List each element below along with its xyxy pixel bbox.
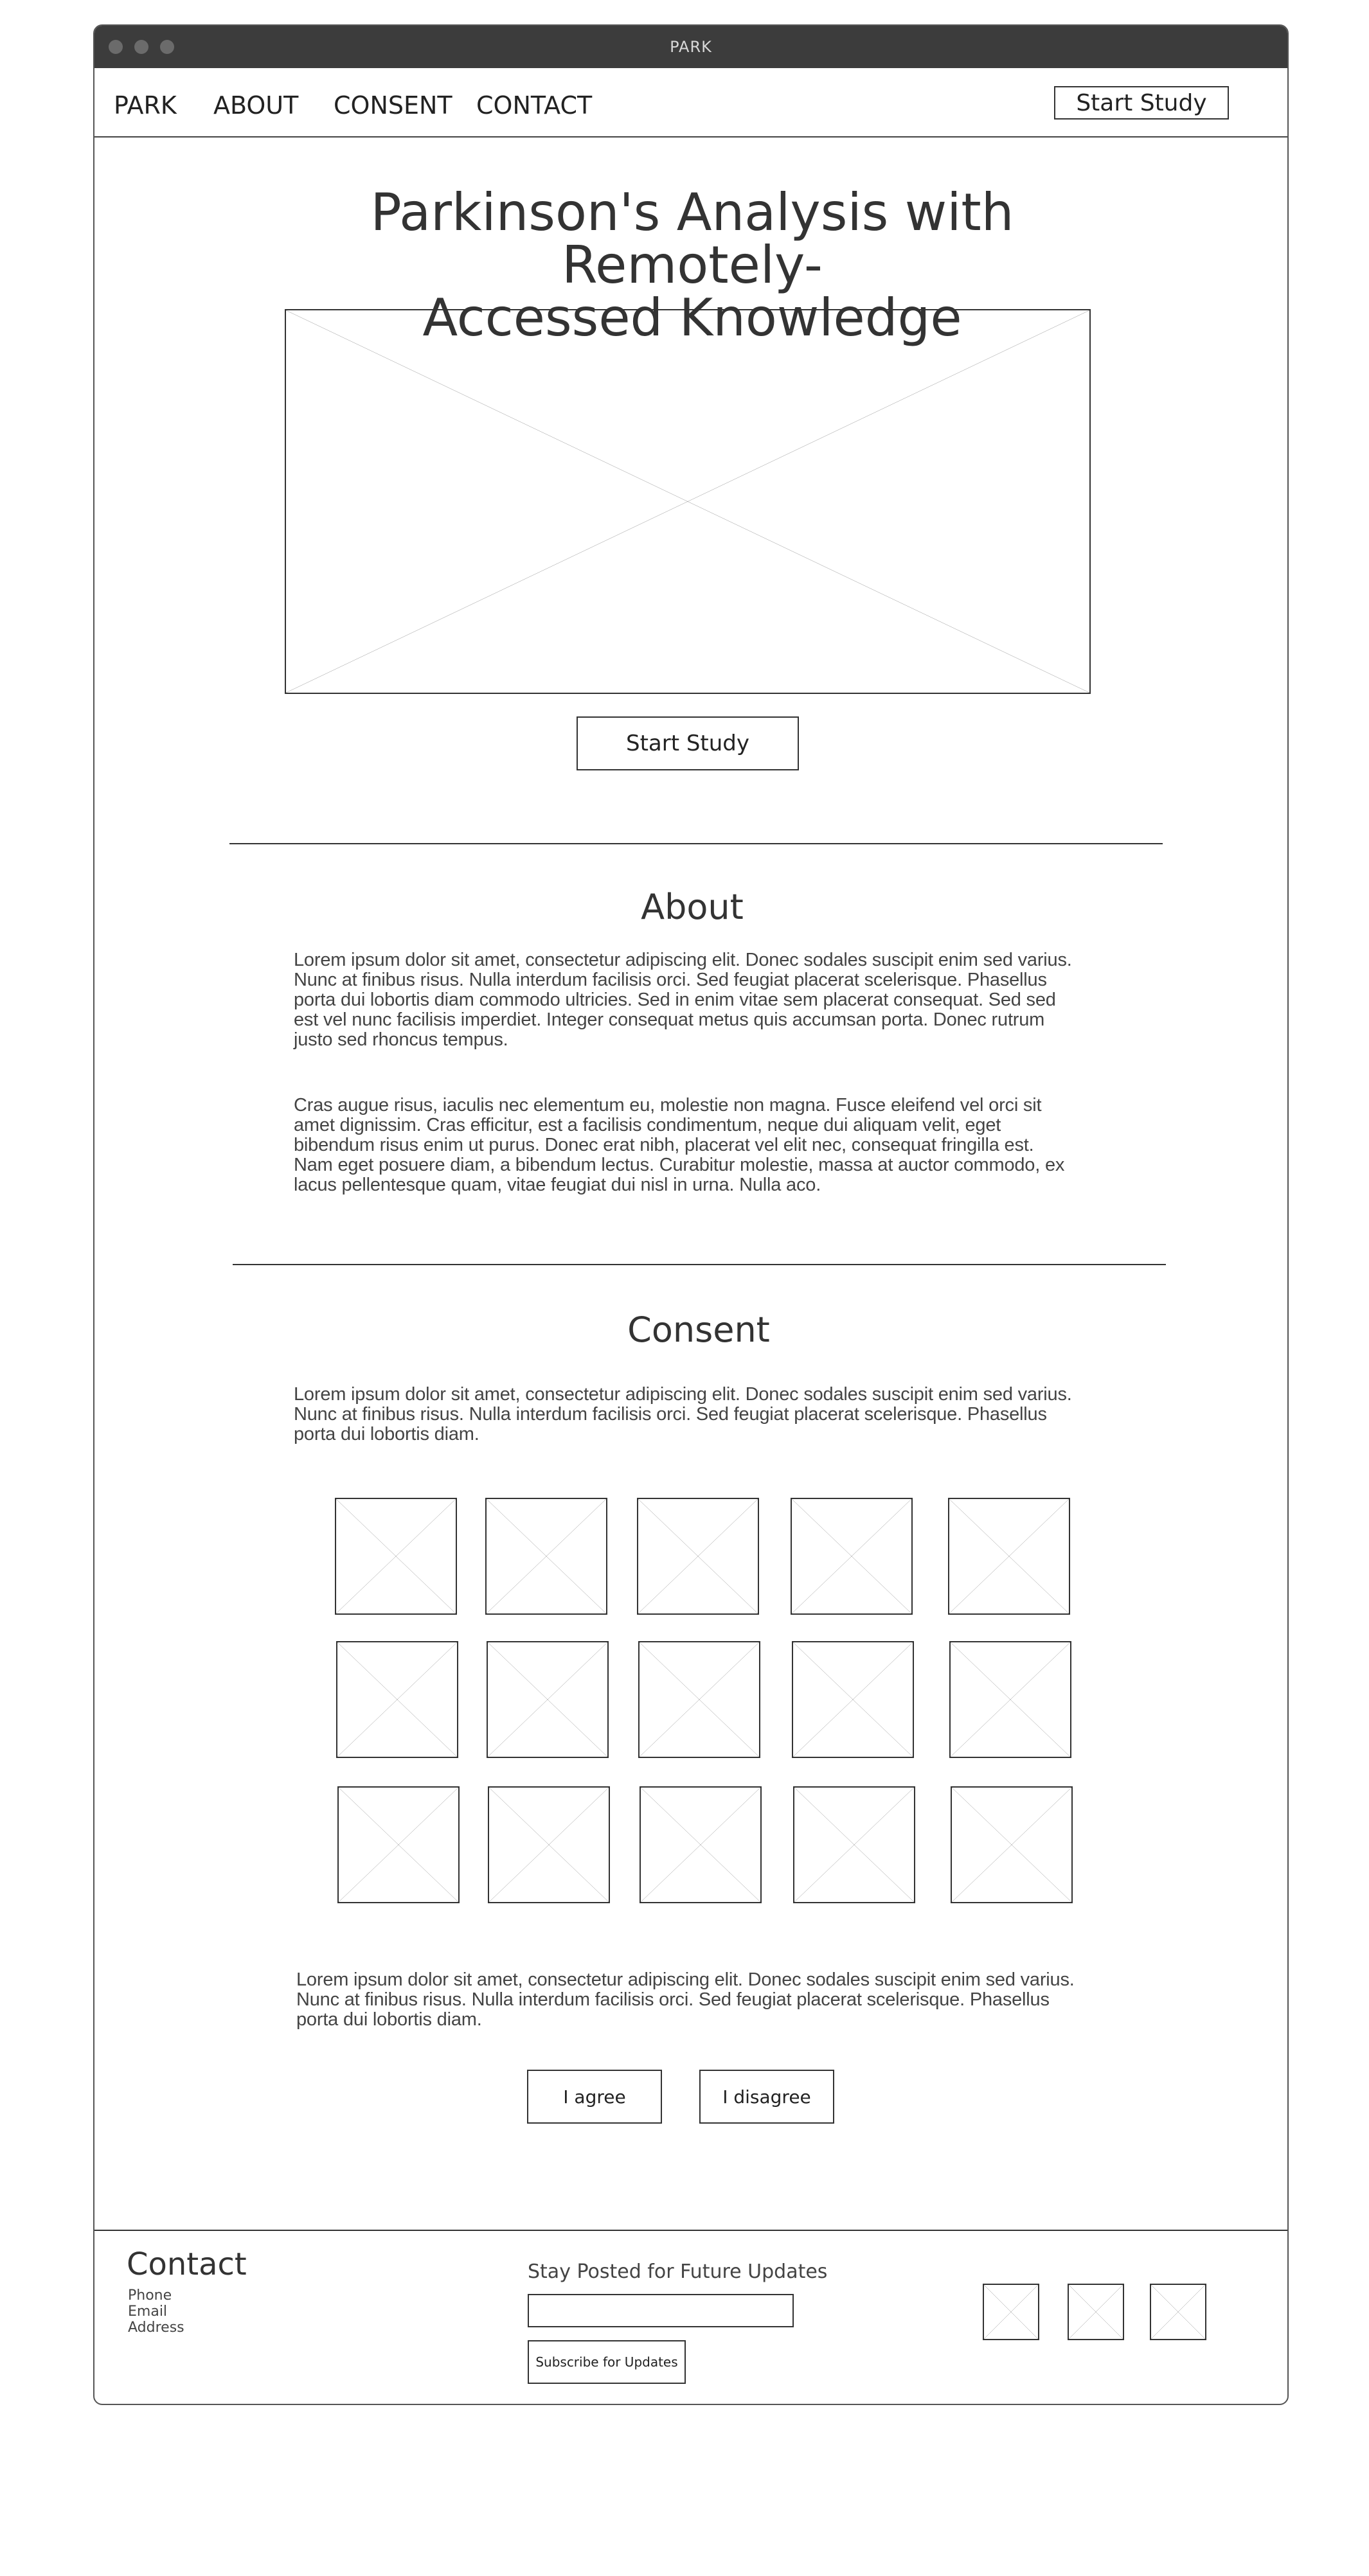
consent-p2-line: Lorem ipsum dolor sit amet, consectetur adipiscing elit. Donec sodales suscipit enim sed varius. — [296, 1969, 1075, 1990]
nav-bar — [94, 68, 1287, 138]
nav-link-park[interactable]: PARK — [114, 91, 177, 120]
about-p2-line: bibendum risus enim ut purus. Donec erat nibh, placerat vel elit nec, consequat fringilla est. — [294, 1135, 1034, 1155]
about-p1-line: Lorem ipsum dolor sit amet, consectetur adipiscing elit. Donec sodales suscipit enim sed varius. — [294, 950, 1072, 970]
disagree-button[interactable]: I disagree — [699, 2070, 834, 2124]
image-placeholder-icon — [336, 1641, 458, 1758]
consent-p2-line: Nunc at finibus risus. Nulla interdum facilisis orci. Sed feugiat placerat scelerisque. Phasellus — [296, 1989, 1050, 2010]
nav-link-contact[interactable]: CONTACT — [476, 91, 593, 120]
consent-paragraph-2 — [296, 1970, 1093, 2030]
close-window-icon[interactable] — [109, 40, 123, 54]
nav-link-consent[interactable]: CONSENT — [334, 91, 452, 120]
subscribe-button[interactable]: Subscribe for Updates — [528, 2340, 686, 2384]
agree-button[interactable]: I agree — [527, 2070, 662, 2124]
about-p2-line: Cras augue risus, iaculis nec elementum eu, molestie non magna. Fusce eleifend vel orci sit — [294, 1095, 1042, 1115]
image-placeholder-icon — [640, 1786, 762, 1903]
image-placeholder-icon — [638, 1641, 760, 1758]
about-paragraph-1 — [294, 950, 1091, 1050]
footer-divider — [94, 2230, 1287, 2231]
about-p1-line: est vel nunc facilisis imperdiet. Integer consequat metus quis accumsan porta. Donec rutrum — [294, 1009, 1045, 1030]
subscribe-email-input[interactable] — [528, 2294, 794, 2327]
consent-p1-line: porta dui lobortis diam. — [294, 1424, 479, 1444]
about-title: About — [641, 887, 744, 927]
image-placeholder-icon — [793, 1786, 915, 1903]
hero-start-study-button[interactable]: Start Study — [577, 716, 799, 770]
consent-paragraph-1 — [294, 1385, 1091, 1444]
consent-p1-line: Nunc at finibus risus. Nulla interdum facilisis orci. Sed feugiat placerat scelerisque. Phasellus — [294, 1404, 1047, 1425]
window-controls — [109, 40, 174, 54]
hero-title-line-2: Accessed Knowledge — [422, 288, 962, 348]
browser-window — [93, 24, 1289, 2405]
contact-title: Contact — [127, 2246, 247, 2282]
hero-image-placeholder-icon — [285, 309, 1091, 694]
image-placeholder-icon — [337, 1786, 460, 1903]
about-p2-line: amet dignissim. Cras efficitur, est a facilisis condimentum, neque dui aliquam velit, eget — [294, 1115, 1001, 1135]
divider-consent — [233, 1264, 1166, 1265]
about-p1-line: porta dui lobortis diam commodo ultricies. Sed in enim vitae sem placerat consequat. Sed sed — [294, 990, 1056, 1010]
about-p2-line: Nam eget posuere diam, a bibendum lectus. Curabitur molestie, massa at auctor commodo, ex — [294, 1155, 1065, 1175]
image-placeholder-icon[interactable] — [1150, 2284, 1206, 2340]
image-placeholder-icon — [951, 1786, 1073, 1903]
consent-p1-line: Lorem ipsum dolor sit amet, consectetur adipiscing elit. Donec sodales suscipit enim sed varius. — [294, 1384, 1072, 1405]
nav-link-about[interactable]: ABOUT — [213, 91, 299, 120]
consent-title: Consent — [627, 1310, 770, 1350]
image-placeholder-icon — [948, 1498, 1070, 1615]
about-p1-line: justo sed rhoncus tempus. — [294, 1029, 508, 1050]
contact-address: Address — [128, 2320, 184, 2336]
about-p1-line: Nunc at finibus risus. Nulla interdum facilisis orci. Sed feugiat placerat scelerisque. Phasellus — [294, 970, 1047, 990]
image-placeholder-icon — [791, 1498, 913, 1615]
image-placeholder-icon — [949, 1641, 1071, 1758]
about-paragraph-2 — [294, 1096, 1091, 1195]
divider-about — [229, 843, 1163, 844]
contact-phone: Phone — [128, 2287, 172, 2304]
image-placeholder-icon — [485, 1498, 607, 1615]
image-placeholder-icon[interactable] — [1068, 2284, 1124, 2340]
window-title: PARK — [670, 38, 712, 56]
minimize-window-icon[interactable] — [134, 40, 148, 54]
consent-p2-line: porta dui lobortis diam. — [296, 2009, 482, 2030]
about-p2-line: lacus pellentesque quam, vitae feugiat dui nisl in urna. Nulla aco. — [294, 1175, 821, 1195]
hero-title-line-1: Parkinson's Analysis with Remotely- — [370, 182, 1014, 295]
updates-label: Stay Posted for Future Updates — [528, 2261, 828, 2283]
image-placeholder-icon — [335, 1498, 457, 1615]
image-placeholder-icon — [487, 1641, 609, 1758]
title-bar — [94, 26, 1287, 68]
image-placeholder-icon — [792, 1641, 914, 1758]
maximize-window-icon[interactable] — [160, 40, 174, 54]
image-placeholder-icon[interactable] — [983, 2284, 1039, 2340]
nav-start-study-button[interactable]: Start Study — [1054, 86, 1229, 120]
image-placeholder-icon — [637, 1498, 759, 1615]
image-placeholder-icon — [488, 1786, 610, 1903]
contact-email: Email — [128, 2304, 168, 2320]
